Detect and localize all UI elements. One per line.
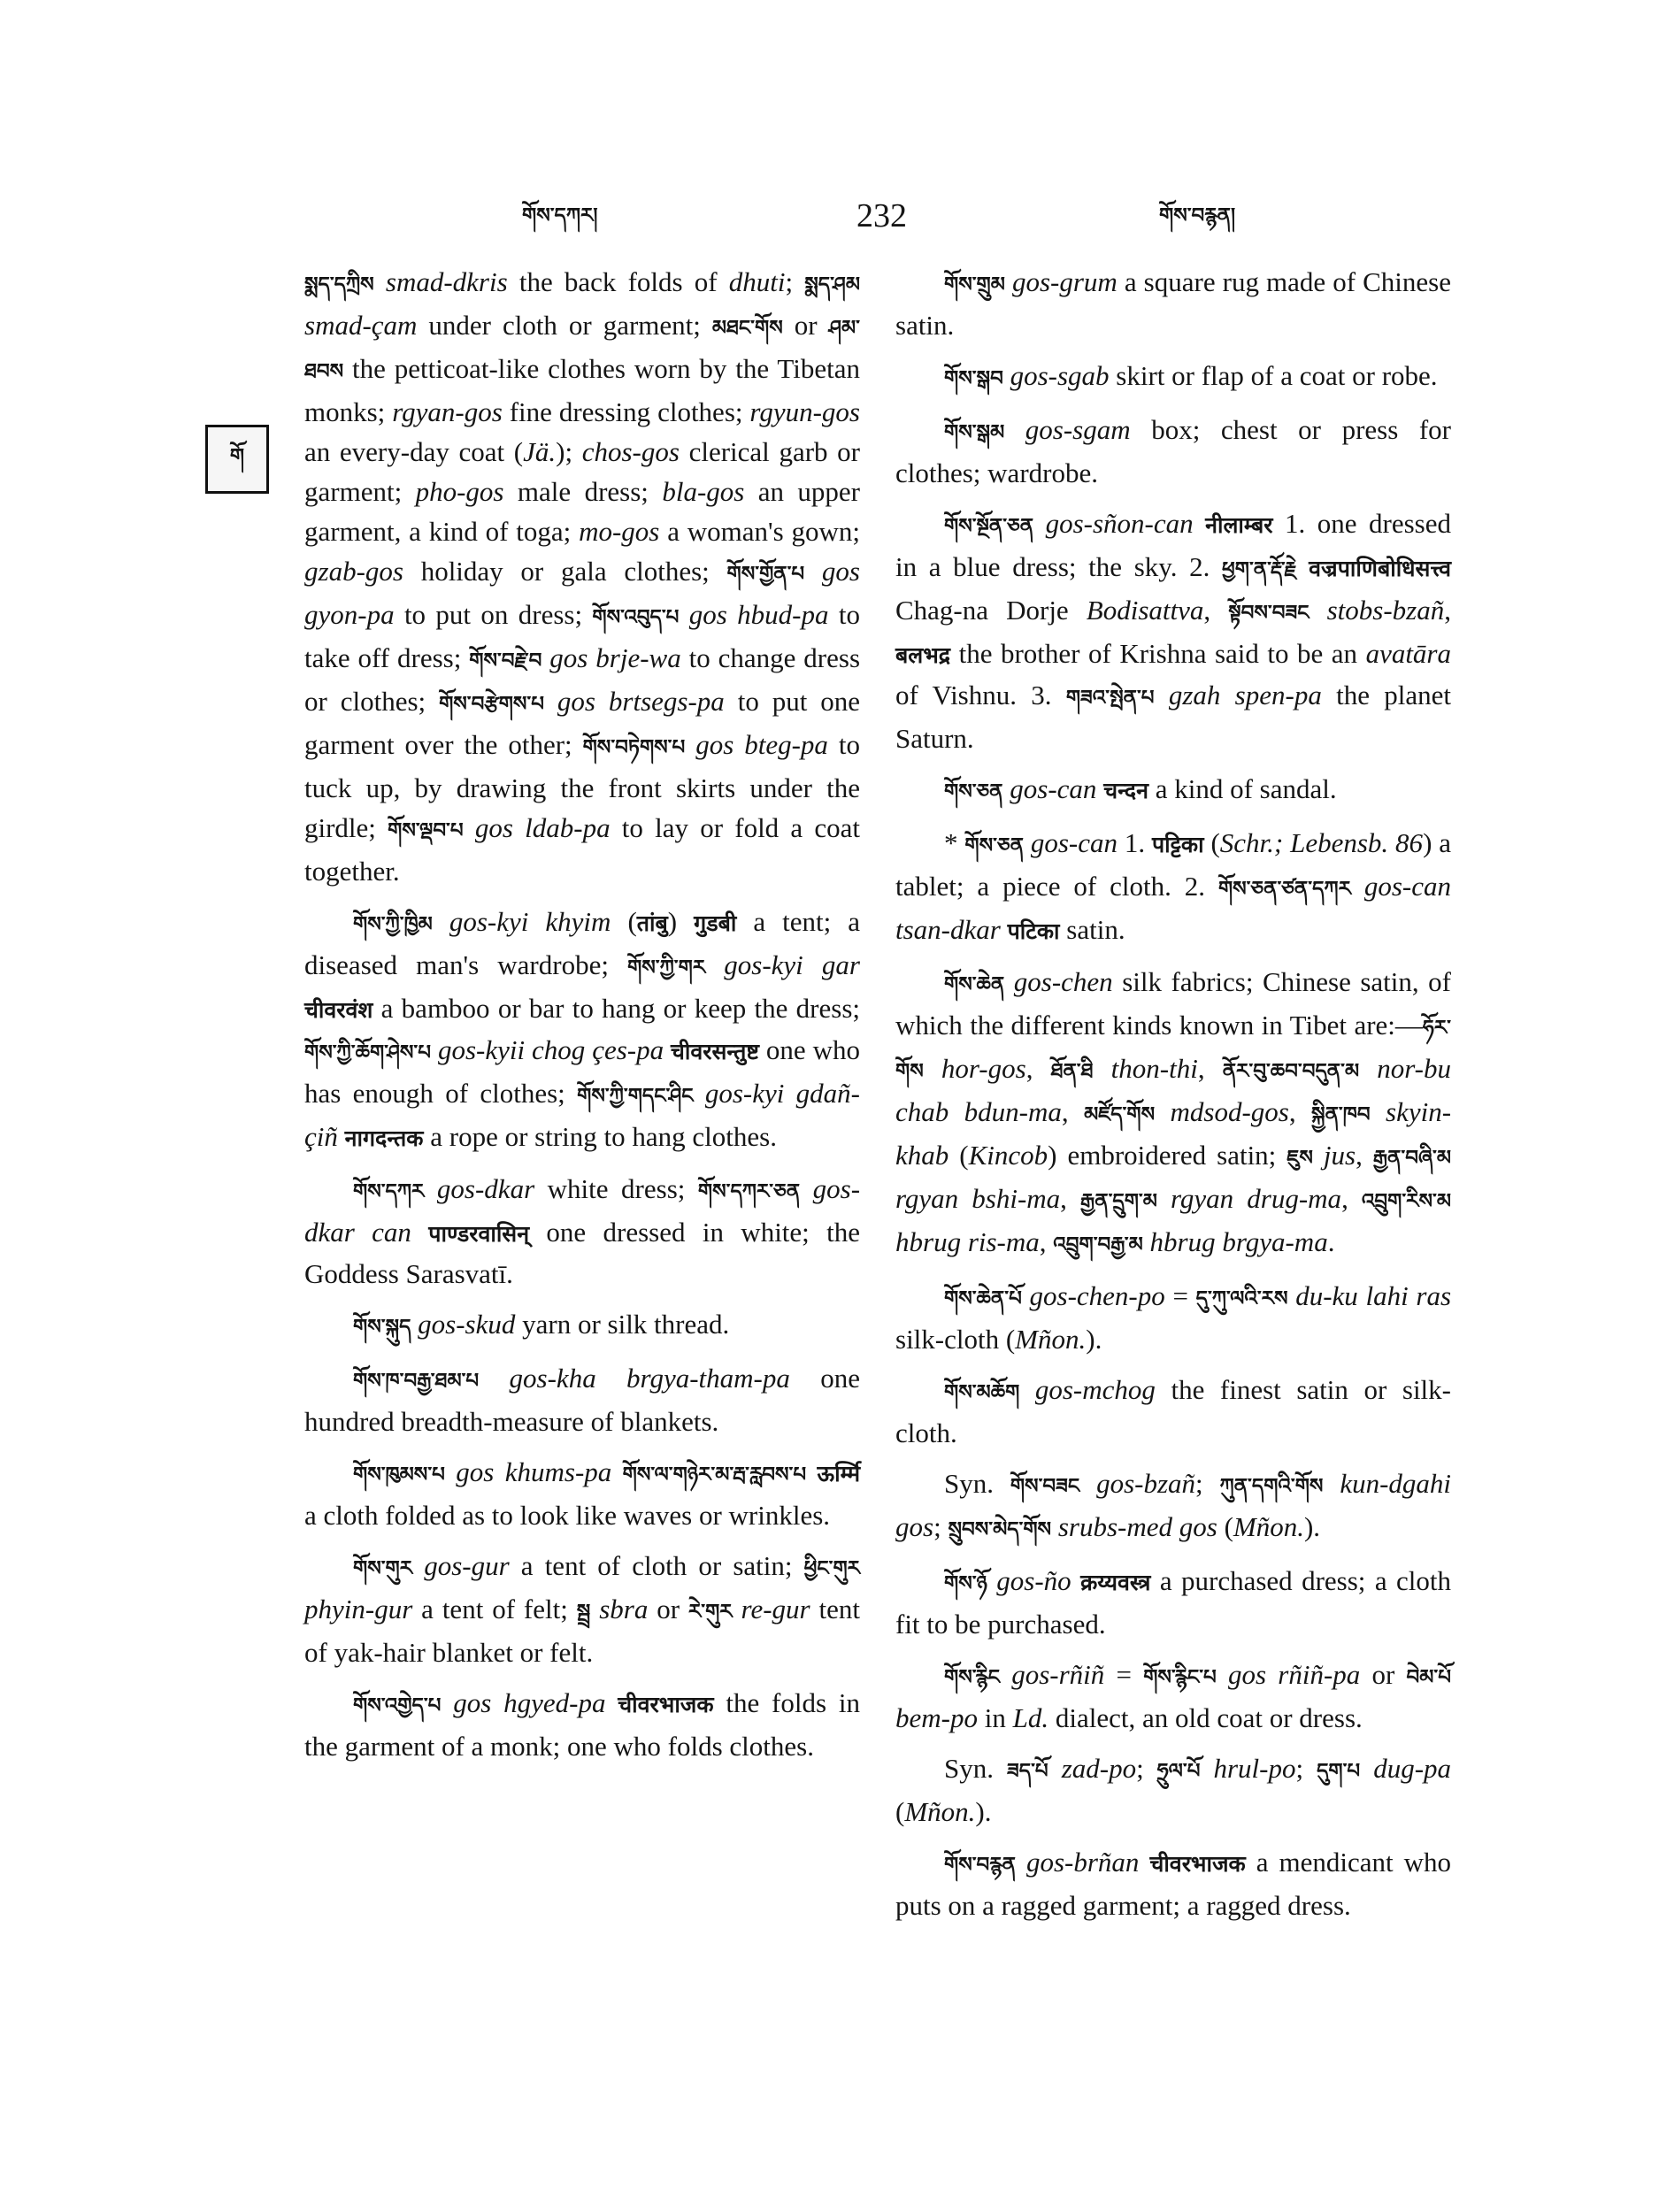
transliteration: gos-dkar <box>436 1173 535 1204</box>
definition-text: ). <box>1086 1324 1102 1355</box>
definition-text: ; <box>933 1511 949 1542</box>
dictionary-entry-gos-grum <box>895 262 1451 345</box>
sanskrit-term: पट्टिका <box>1151 832 1204 857</box>
transliteration: gos-sñon-can <box>1045 508 1194 539</box>
transliteration: re-gur <box>741 1594 810 1624</box>
definition-text: Chag-na Dorje <box>895 595 1087 626</box>
tibetan-term: གོས་མཆོག <box>944 1381 1020 1404</box>
transliteration: gos-kyii chog çes-pa <box>437 1034 664 1065</box>
transliteration: jus <box>1323 1140 1356 1171</box>
transliteration: Mñon. <box>1015 1324 1087 1355</box>
transliteration: gos-kyi khyim <box>449 906 611 937</box>
right-column <box>895 262 1451 1936</box>
transliteration: Ld. <box>1012 1702 1049 1733</box>
definition-text: , <box>1356 1140 1373 1171</box>
transliteration: gos-kha brgya-tham-pa <box>509 1363 790 1394</box>
sanskrit-term: चीवरवंश <box>304 997 373 1023</box>
tibetan-term: ཀུན་དགའི་གོས <box>1219 1475 1324 1498</box>
sanskrit-term: गुडबी <box>694 910 737 936</box>
tibetan-term: གོས་ཅན <box>944 780 1003 803</box>
dictionary-entry-gos-dkar <box>304 1169 860 1294</box>
definition-text: Syn. <box>944 1753 1007 1784</box>
definition-text: the finest satin or silk-cloth. <box>895 1374 1451 1448</box>
definition-text: the brother of Krishna said to be an <box>950 638 1366 669</box>
transliteration: gos-skud <box>418 1309 516 1340</box>
dictionary-entry-gos-kyi-khyim <box>304 902 860 1158</box>
tibetan-term: གོས་བཏེགས་པ <box>582 736 686 759</box>
transliteration: avatāra <box>1365 638 1451 669</box>
definition-text: 1. one dressed in a blue dress; the sky. 2. <box>895 508 1451 582</box>
definition-text: dialect, an old coat or dress. <box>1048 1702 1363 1733</box>
tibetan-term: གོས་ཆེན་པོ <box>944 1287 1022 1310</box>
definition-text: an upper garment, a kind of toga; <box>304 476 861 547</box>
definition-text: ( <box>895 1796 905 1827</box>
transliteration: gos brtsegs-pa <box>557 686 725 717</box>
definition-text: the back folds of <box>507 266 729 297</box>
tibetan-term: གོས་སྒམ <box>944 421 1005 444</box>
tibetan-term: གོས་སྒབ <box>944 367 1003 390</box>
tibetan-term: གོས་བརྩེགས་པ <box>439 693 544 716</box>
tibetan-term: མཐང་གོས <box>711 317 783 340</box>
tibetan-term: གོས་རྙིང <box>944 1666 1000 1689</box>
transliteration: Schr.; Lebensb. 86 <box>1219 827 1424 858</box>
definition-text: ); <box>556 436 582 467</box>
definition-text: a tent; a diseased man's wardrobe; <box>304 906 860 980</box>
tibetan-term: གོས་འབུད་པ <box>592 606 680 629</box>
tibetan-term: གོས་ཀྱི་ཁྱིམ <box>353 913 433 936</box>
transliteration: Mñon. <box>904 1796 976 1827</box>
tibetan-term: མཛོད་གོས <box>1084 1103 1156 1126</box>
transliteration: hrul-po <box>1213 1753 1296 1784</box>
transliteration: hbrug brgya-ma <box>1149 1226 1328 1257</box>
definition-text: tent of yak-hair blanket or felt. <box>304 1594 860 1668</box>
definition-text: under cloth or garment; <box>417 310 712 341</box>
definition-text: a cloth folded as to look like waves or wrinkles. <box>304 1500 831 1531</box>
transliteration: rgyan drug-ma <box>1171 1183 1342 1214</box>
tibetan-term: གོས་ཁ་བརྒྱ་ཐམ་པ <box>353 1370 480 1393</box>
tibetan-term: ཧྲུལ་པོ <box>1156 1760 1201 1783</box>
transliteration: chos-gos <box>581 436 680 467</box>
sanskrit-term: तांबु <box>636 910 668 936</box>
definition-text: ) embroidered satin; <box>1048 1140 1287 1171</box>
tibetan-term: སྟོབས་བཟང <box>1228 602 1310 625</box>
transliteration: gos gyon-pa <box>304 556 860 630</box>
definition-text: , <box>1060 1183 1081 1214</box>
transliteration: gos-can <box>1030 827 1118 858</box>
transliteration: gos-dkar can <box>304 1173 861 1248</box>
dictionary-entry-gos-chen <box>895 962 1451 1265</box>
transliteration: gos-rñiñ <box>1011 1659 1105 1690</box>
transliteration: hor-gos <box>941 1053 1026 1084</box>
sanskrit-term: नागदन्तक <box>344 1125 424 1151</box>
sanskrit-term: चीवरभाजक <box>618 1692 714 1717</box>
transliteration: gos bteg-pa <box>695 729 828 760</box>
tibetan-term: གོས་སྔོན་ཅན <box>944 515 1034 538</box>
sanskrit-term: बलभद्र <box>895 642 951 668</box>
transliteration: pho-gos <box>415 476 504 507</box>
definition-text: ; <box>1295 1753 1317 1784</box>
definition-text: = <box>1104 1659 1144 1690</box>
definition-text: , <box>1025 1053 1051 1084</box>
transliteration: sbra <box>599 1594 649 1624</box>
dictionary-entry-gos-can-2 <box>895 823 1451 951</box>
tibetan-term: གོས་ཆེན <box>944 973 1005 996</box>
definition-text: a rope or string to hang clothes. <box>423 1121 777 1152</box>
definition-text: a kind of sandal. <box>1148 773 1337 804</box>
sanskrit-term: चीवरसन्तुष्ट <box>671 1039 759 1064</box>
transliteration: gos-sgab <box>1010 360 1110 391</box>
transliteration: smad-dkris <box>385 266 508 297</box>
definition-text: one dressed in white; the Goddess Sarasvatī. <box>304 1217 861 1289</box>
definition-text: a tent of cloth or satin; <box>509 1550 804 1581</box>
dictionary-entry-gos-sgam <box>895 410 1451 493</box>
transliteration: Kincob <box>968 1140 1048 1171</box>
definition-text: a purchased dress; a cloth fit to be purchased. <box>895 1565 1452 1640</box>
definition-text: one hundred breadth-measure of blankets. <box>304 1363 861 1437</box>
transliteration: zad-po <box>1061 1753 1137 1784</box>
definition-text: white dress; <box>534 1173 698 1204</box>
transliteration: gos-ño <box>996 1565 1071 1596</box>
tibetan-term: གོས་ཅན <box>964 834 1024 857</box>
sanskrit-term: क्रय्यवस्त्र <box>1080 1570 1151 1595</box>
definition-text: to tuck up, by drawing the front skirts under the girdle; <box>304 729 860 843</box>
definition-text: in <box>977 1702 1013 1733</box>
transliteration: nor-bu chab bdun-ma <box>895 1053 1452 1127</box>
definition-text: ). <box>975 1796 992 1827</box>
definition-text: or <box>1360 1659 1407 1690</box>
sanskrit-term: चन्दन <box>1103 778 1148 803</box>
transliteration: bla-gos <box>662 476 745 507</box>
definition-text: satin. <box>1059 914 1125 945</box>
dictionary-entry-gos-gur <box>304 1546 860 1672</box>
transliteration: hbrug ris-ma <box>895 1226 1040 1257</box>
transliteration: gos-chen-po <box>1029 1280 1165 1311</box>
definition-text: of Vishnu. 3. <box>895 680 1066 710</box>
definition-text: a mendicant who puts on a ragged garment; a ragged dress. <box>895 1847 1452 1921</box>
dictionary-entry-gos-khums-pa <box>304 1452 860 1535</box>
transliteration: gos-grum <box>1011 266 1118 297</box>
tibetan-term: གོས་ལྡབ་པ <box>388 819 464 842</box>
definition-text: ; <box>1136 1753 1157 1784</box>
tibetan-term: གོས་གུར <box>353 1557 413 1580</box>
definition-text: ; <box>1195 1468 1220 1499</box>
tibetan-term: དུག་པ <box>1317 1760 1361 1783</box>
definition-text: a square rug made of Chinese satin. <box>895 266 1451 341</box>
transliteration: gos-chen <box>1013 966 1113 997</box>
dictionary-entry-gos-hgyed-pa <box>304 1683 860 1766</box>
transliteration: gos-can <box>1010 773 1097 804</box>
dictionary-entry-smad-dkris <box>304 262 860 891</box>
tibetan-term: གོས་བརྙན <box>944 1854 1016 1877</box>
transliteration: mdsod-gos <box>1170 1096 1289 1127</box>
definition-text: ) <box>667 906 695 937</box>
definition-text: 1. <box>1117 827 1152 858</box>
definition-text: , <box>1203 595 1229 626</box>
definition-text: ( <box>1217 1511 1233 1542</box>
definition-text: a tent of felt; <box>412 1594 577 1624</box>
running-head-right: གོས་བརྙན། <box>1159 204 1236 227</box>
tibetan-term: རེ་གུར <box>687 1601 733 1624</box>
definition-text: clerical garb or garment; <box>304 436 861 507</box>
transliteration: rgyan bshi-ma <box>895 1183 1061 1214</box>
definition-text: , <box>1288 1096 1312 1127</box>
dictionary-entry-gos-mchog <box>895 1370 1451 1453</box>
definition-text: to take off dress; <box>304 599 860 673</box>
tibetan-term: གོས་སྐུད <box>353 1316 411 1339</box>
definition-text: , <box>1039 1226 1054 1257</box>
transliteration: du-ku lahi ras <box>1295 1280 1452 1311</box>
left-column <box>304 262 860 1777</box>
tibetan-term: གོས་དཀར <box>353 1180 425 1203</box>
definition-text: an every-day coat ( <box>304 436 524 467</box>
definition-text: ( <box>949 1140 969 1171</box>
dictionary-entry-syn-2 <box>895 1748 1451 1832</box>
tibetan-term: བེམ་པོ <box>1406 1666 1452 1689</box>
transliteration: skyin-khab <box>895 1096 1452 1171</box>
transliteration: gos-gur <box>424 1550 510 1581</box>
definition-text: skirt or flap of a coat or robe. <box>1109 360 1438 391</box>
dictionary-entry-gos-kha <box>304 1358 860 1441</box>
tibetan-term: འབྲུག་རིས་མ <box>1361 1190 1452 1213</box>
definition-text: ( <box>1203 827 1220 858</box>
transliteration: gos hbud-pa <box>688 599 829 630</box>
transliteration: mo-gos <box>579 516 660 547</box>
definition-text: to put one garment over the other; <box>304 686 861 760</box>
definition-text: ( <box>611 906 637 937</box>
tibetan-term: གོས་འགྱེད་པ <box>353 1694 442 1717</box>
transliteration: bem-po <box>895 1702 978 1733</box>
tibetan-term: སྲུབས་མེད་གོས <box>948 1518 1052 1541</box>
dictionary-entry-gos-can-1 <box>895 769 1451 812</box>
tibetan-term: ཕྱིང་གུར <box>803 1557 860 1580</box>
tibetan-term: གོས་ལ་གཉེར་མ་རྦ་རླབས་པ <box>622 1463 807 1486</box>
definition-text: ). <box>1303 1511 1321 1542</box>
definition-text: one who has enough of clothes; <box>304 1034 861 1109</box>
definition-text: ) a tablet; a piece of cloth. 2. <box>895 827 1452 902</box>
tibetan-term: སྨད་ཤམ <box>804 273 860 296</box>
tibetan-term: གོས་ཀྱི་ཆོག་ཤེས་པ <box>304 1041 431 1064</box>
transliteration: srubs-med gos <box>1057 1511 1217 1542</box>
tibetan-term: གོས་ཅན་ཙན་དཀར <box>1217 878 1351 901</box>
transliteration: rgyun-gos <box>749 396 860 427</box>
transliteration: Mñon. <box>1233 1511 1304 1542</box>
transliteration: phyin-gur <box>304 1594 413 1624</box>
transliteration: kun-dgahi gos <box>895 1468 1452 1542</box>
dictionary-entry-gos-brnan <box>895 1842 1451 1925</box>
definition-text: , <box>1197 1053 1223 1084</box>
definition-text: silk-cloth ( <box>895 1324 1016 1355</box>
definition-text: , <box>1341 1183 1362 1214</box>
transliteration: gos brje-wa <box>549 642 681 673</box>
definition-text: . <box>1327 1226 1335 1257</box>
tibetan-term: གོས་ཉོ <box>944 1572 987 1595</box>
tibetan-term: སྦྲ <box>576 1601 591 1624</box>
definition-text: to put on dress; <box>394 599 593 630</box>
sanskrit-term: वज्रपाणिबोधिसत्त्व <box>1309 556 1451 581</box>
page-number: 232 <box>856 197 907 234</box>
sanskrit-term: नीलाम्बर <box>1205 512 1273 538</box>
transliteration: thon-thi <box>1110 1053 1198 1084</box>
dictionary-entry-gos-no <box>895 1561 1451 1644</box>
tibetan-term: གོས་གྱོན་པ <box>726 563 805 586</box>
transliteration: gos-kyi gdañ-çiñ <box>304 1078 861 1152</box>
sanskrit-term: पटिका <box>1007 918 1060 944</box>
definition-text: * <box>944 827 965 858</box>
definition-text: a woman's gown; <box>659 516 860 547</box>
transliteration: rgyan-gos <box>392 396 503 427</box>
dictionary-entry-gos-sgab <box>895 356 1451 399</box>
tibetan-term: ཐོན་ཐི <box>1050 1060 1094 1083</box>
transliteration: gos ldab-pa <box>474 812 611 843</box>
definition-text: holiday or gala clothes; <box>403 556 727 587</box>
tibetan-term: ཤམ་ཐབས <box>304 317 860 383</box>
definition-text: to change dress or clothes; <box>304 642 861 717</box>
transliteration: gzah spen-pa <box>1168 680 1322 710</box>
transliteration: gos-can tsan-dkar <box>895 871 1451 945</box>
transliteration: dug-pa <box>1373 1753 1452 1784</box>
dictionary-entry-gos-snon-can <box>895 503 1451 758</box>
definition-text: yarn or silk thread. <box>515 1309 730 1340</box>
tibetan-term: སྐྱིན་ཁབ <box>1311 1103 1371 1126</box>
dictionary-entry-gos-skud <box>304 1304 860 1348</box>
tibetan-term: ནོར་བུ་ཆབ་བདུན་མ <box>1222 1060 1360 1083</box>
transliteration: gos-sgam <box>1025 414 1131 445</box>
definition-text: a bamboo or bar to hang or keep the dress; <box>373 993 860 1024</box>
definition-text: Syn. <box>944 1468 1010 1499</box>
dictionary-entry-gos-chen-po <box>895 1276 1451 1359</box>
tibetan-term: དུ་ཀུ་ལའི་རས <box>1195 1287 1288 1310</box>
sanskrit-term: पाण्डरवासिन् <box>428 1221 530 1247</box>
tibetan-term: གོས་ཀྱི་གདང་ཤིང <box>577 1085 694 1108</box>
definition-text: ; <box>785 266 805 297</box>
definition-text: , <box>1061 1096 1085 1127</box>
tibetan-term: གཟའ་སྤེན་པ <box>1065 687 1155 710</box>
definition-text: the folds in the garment of a monk; one who folds clothes. <box>304 1687 860 1762</box>
transliteration: Bodisattva <box>1086 595 1204 626</box>
tibetan-term: ཕྱག་ན་རྡོ་རྗེ <box>1222 558 1297 581</box>
definition-text: or <box>648 1594 688 1624</box>
tibetan-term: རྒྱན་དྲུག་མ <box>1080 1190 1157 1213</box>
tibetan-term: ཟད་པོ <box>1007 1760 1048 1783</box>
transliteration: gzab-gos <box>304 556 403 587</box>
definition-text: silk fabrics; Chinese satin, of which the different kinds known in Tibet are:— <box>895 966 1451 1041</box>
definition-text: to lay or fold a coat together. <box>304 812 861 887</box>
transliteration: gos-bzañ <box>1096 1468 1196 1499</box>
tibetan-term: ཇུས <box>1286 1147 1313 1170</box>
transliteration: gos-brñan <box>1025 1847 1140 1878</box>
dictionary-entry-syn-1 <box>895 1463 1451 1550</box>
definition-text: , <box>1444 595 1451 626</box>
definition-text: male dress; <box>503 476 663 507</box>
tibetan-term: གོས་བརྗེ་བ <box>469 649 542 672</box>
tibetan-term: འབྲུག་བརྒྱ་མ <box>1053 1233 1143 1256</box>
dictionary-entry-gos-rnin <box>895 1655 1451 1738</box>
transliteration: smad-çam <box>304 310 418 341</box>
tibetan-term: གོས་དཀར་ཅན <box>697 1180 801 1203</box>
tibetan-term: གོས་ཀྱི་གར <box>627 956 706 979</box>
definition-text: the planet Saturn. <box>895 680 1452 754</box>
tibetan-term: གོས་རྙིང་པ <box>1143 1666 1217 1689</box>
definition-text: box; chest or press for clothes; wardrobe. <box>895 414 1451 488</box>
sanskrit-term: ऊर्म्मि <box>817 1461 861 1486</box>
transliteration: gos rñiñ-pa <box>1228 1659 1361 1690</box>
transliteration: gos-mchog <box>1034 1374 1156 1405</box>
transliteration: Jä. <box>523 436 557 467</box>
tibetan-term: སྨད་དཀྲིས <box>304 273 374 296</box>
transliteration: dhuti <box>728 266 786 297</box>
tibetan-term: གོས་བཟང <box>1010 1475 1080 1498</box>
running-head-left: གོས་དཀར། <box>522 204 598 227</box>
definition-text: or <box>782 310 829 341</box>
tibetan-term: རྒྱན་བཞི་མ <box>1372 1147 1452 1170</box>
definition-text: = <box>1164 1280 1196 1311</box>
definition-text: fine dressing clothes; <box>502 396 750 427</box>
tibetan-term: གོས་ཁུམས་པ <box>353 1463 445 1486</box>
transliteration: stobs-bzañ <box>1326 595 1445 626</box>
tibetan-term: ཧོར་གོས <box>895 1017 1451 1083</box>
tibetan-term: གོས་གྲུམ <box>944 273 1005 296</box>
thumb-index-tab: གོ <box>205 425 269 494</box>
sanskrit-term: चीवरभाजक <box>1149 1851 1246 1877</box>
transliteration: gos hgyed-pa <box>453 1687 606 1718</box>
definition-text: the petticoat-like clothes worn by the Tibetan monks; <box>304 353 860 427</box>
transliteration: gos khums-pa <box>456 1456 612 1487</box>
transliteration: gos-kyi gar <box>724 949 860 980</box>
